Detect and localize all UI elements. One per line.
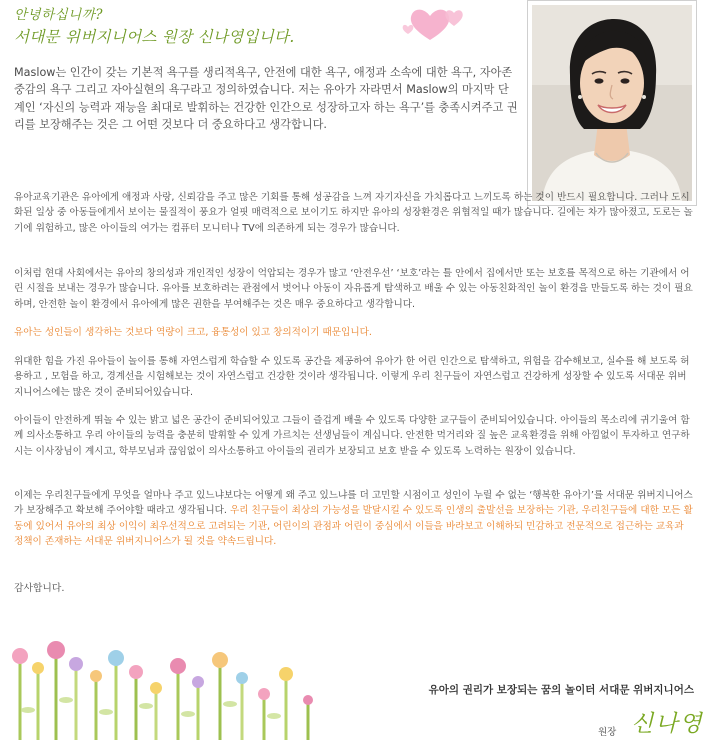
intro-text: Maslow는 인간이 갖는 기본적 욕구를 생리적욕구, 안전에 대한 욕구, 애정과 소속에 대한 욕구, 자아존중감의 욕구 그리고 자아실현의 욕구라고 정의하였습니다. 저는 유아가 자라면서 Maslow의 마지막 단계인 [14, 66, 513, 114]
paragraph-5: 아이들이 안전하게 뛰놀 수 있는 밝고 넓은 공간이 준비되어있고 그들이 즐겁게 배울 수 있도록 다양한 교구들이 준비되어있습니다. 아이들의 목소리에 귀기울여 함께 의사소통하고 우리 아이들의 능력을 충분히 발휘할 수 있게 가르치는 선생님들이 계십니다. 안전한 먹거리와 질 높은 교육환경을 위해 아낌없이 투자하고 연구하시는 이사장님이 계시고, 학부모님과 끊임없이 의사소통하고 아이들의 권리가 보장되고 보호 받을 수 있도록 노력하는 원장이 있습니다. [14, 415, 690, 457]
director-photo [527, 0, 697, 206]
paragraph-1: 유아교육기관은 유아에게 애정과 사랑, 신뢰감을 주고 많은 기회를 통해 성공감을 느껴 자기자신을 가치롭다고 느끼도록 하는 것이 반드시 필요합니다. 그러나 도시화된 일상 중 아동들에게서 보이는 물질적이 풍요가 얼핏 매력적으로 보이기도 하지만 유아의 성장환경은 위협적일 때가 많습니다. 길에는 차가 많아졌고, 도로는 놀기에 위험하고, 많은 아이들의 여가는 컴퓨터 모니터나 TV에 의존하게 되는 경우가 많습니다. [14, 192, 693, 234]
greeting-line2: 서대문 위버지니어스 원장 신나영입니다. [14, 28, 295, 46]
signature: 신나영 [631, 711, 704, 737]
paragraph-6 [14, 488, 694, 550]
footer-title: 유아의 권리가 보장되는 꿈의 놀이터 서대문 위버지니어스 [428, 684, 694, 696]
flower-illustration [6, 640, 336, 740]
intro-tail: 를 충족시켜주고 권리를 보장해주는 것은 그 어떤 것보다 더 중요하다고 생각합니다. [14, 100, 518, 132]
paragraph-6-text: 이제는 우리친구들에게 무엇을 얼마나 주고 있느냐보다는 어떻게 왜 주고 있느냐를 더 고민할 시점이고 성인이 누릴 수 없는 ‘행복한 유아기’를 서대문 위버지니어스가 보장해주고 확보해 주어야할 때라고 생각됩니다. [14, 490, 693, 517]
paragraph-2: 이처럼 현대 사회에서는 유아의 창의성과 개인적인 성장이 억압되는 경우가 많고 ‘안전우선’ ‘보호’라는 틀 안에서 집에서만 또는 보호를 목적으로 하는 기관에서 어린 시절을 보내는 경우가 많습니다. 유아를 보호하려는 관점에서 벗어나 아동이 자유롭게 탐색하고 배울 수 있는 아동친화적인 놀이 환경을 만들도록 하는 것이 필요하며, 안전한 놀이 환경에서 유아에게 많은 권한을 부여해주는 것은 매우 중요하다고 생각합니다. [14, 268, 693, 310]
paragraph-4: 위대한 힘을 가진 유아들이 놀이를 통해 자연스럽게 학습할 수 있도록 공간을 제공하여 유아가 한 어린 인간으로 탐색하고, 위험을 감수해보고, 실수를 해 보도록 허용하고 , 모험을 하고, 경계선을 시험해보는 것이 자연스럽고 건강한 것이라 생각됩니다. 이렇게 우리 친구들이 자연스럽고 건강하게 성장할 수 있도록 서대문 위버지니어스에는 많은 것이 준비되어있습니다. [14, 356, 690, 398]
intro-quote: ‘자신의 능력과 재능을 최대로 발휘하는 건강한 인간으로 성장하고자 하는 욕구’ [39, 100, 425, 114]
greeting-line1: 안녕하십니까? [14, 7, 103, 23]
director-role-label: 원장 [598, 727, 617, 738]
hearts-icon [400, 4, 470, 46]
closing-text: 감사합니다. [14, 583, 65, 594]
paragraph-6-highlight: 우리 친구들이 최상의 가능성을 발달시킬 수 있도록 인생의 출발선을 보장하는 기관, 우리친구들에 대한 모든 활동에 있어서 유아의 최상 이익이 최우선적으로 고려되는 기관, 어린이의 관점과 어린이 중심에서 이들을 바라보고 이해하되 민감하고 전문적으로 접근하는 교육과 정책이 존재하는 서대문 위버지니어스가 될 것을 약속드립니다. [14, 505, 693, 548]
paragraph-3-highlight: 유아는 성인들이 생각하는 것보다 역량이 크고, 융통성이 있고 창의적이기 때문입니다. [14, 327, 372, 338]
intro-paragraph [14, 64, 519, 134]
